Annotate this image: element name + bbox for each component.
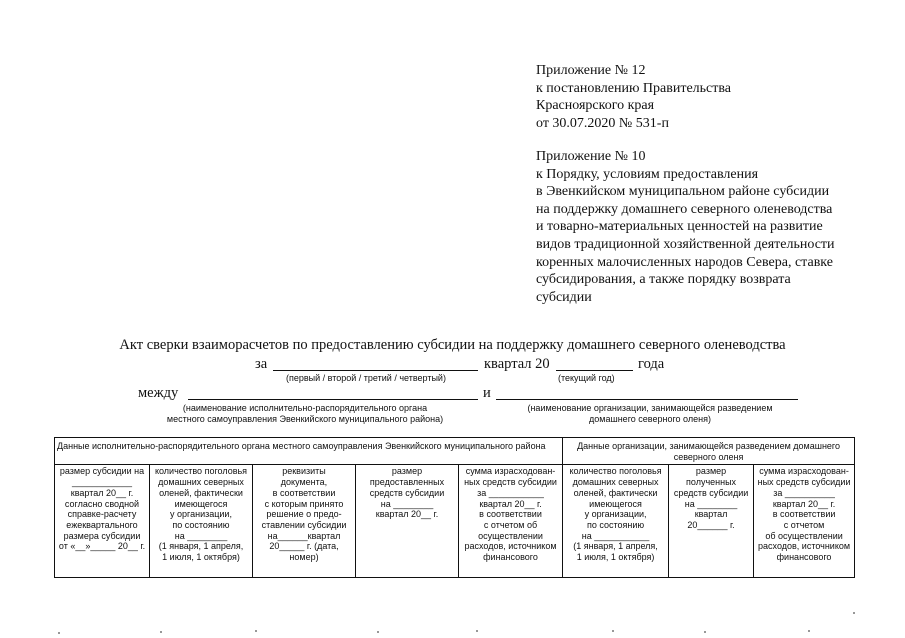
column-header-line: согласно сводной xyxy=(64,498,140,509)
column-header-line: осуществлении xyxy=(478,530,543,541)
mezhdu-label: между xyxy=(138,385,179,401)
i-label: и xyxy=(483,385,491,401)
column-header-line: у организации, xyxy=(170,509,232,520)
group-header-organization: Данные организации, занимающейся разведением домашнего северного оленя xyxy=(563,438,855,465)
column-header-line: финансового xyxy=(776,552,832,563)
column-header-line: размер субсидии на xyxy=(59,466,145,477)
column-header-line: домашних северных xyxy=(158,477,244,488)
column-header-line: полученных xyxy=(686,477,737,488)
quarter-blank[interactable] xyxy=(273,356,478,371)
column-header-line: 1 июля, 1 октября) xyxy=(576,552,655,563)
column-header-line: квартал 20__ г. xyxy=(70,487,134,498)
attachment-10-line: и товарно-материальных ценностей на развитие xyxy=(536,219,823,235)
column-header-cell xyxy=(356,465,459,578)
farm-name-blank[interactable] xyxy=(496,385,798,400)
column-header-cell xyxy=(459,465,563,578)
column-header-line: размер xyxy=(391,466,423,477)
scan-speck xyxy=(160,631,162,633)
quarter-caption: (первый / второй / третий / четвертый) xyxy=(286,373,446,383)
column-header-line: по состоянию xyxy=(172,519,230,530)
column-header-line: на ________ xyxy=(174,530,228,541)
column-header-line: за ___________ xyxy=(477,487,544,498)
column-header-line: сумма израсходован- xyxy=(465,466,556,477)
parties-row xyxy=(0,385,905,435)
column-header-line: ____________ xyxy=(71,477,133,488)
column-header-line: на ________ xyxy=(380,498,434,509)
column-header-line: реквизиты xyxy=(282,466,326,477)
scan-speck xyxy=(612,630,614,632)
column-header-cell xyxy=(150,465,253,578)
column-header-line: решение о предо- xyxy=(266,509,342,520)
org-caption-line: местного самоуправления Эвенкийского муниципального района) xyxy=(166,414,444,424)
column-header-line: расходов, источником xyxy=(464,541,557,552)
column-header-line: (1 января, 1 апреля, xyxy=(573,541,658,552)
attachment-10-line: Приложение № 10 xyxy=(536,149,646,164)
column-header-line: имеющегося xyxy=(174,498,228,509)
column-header-line: оленей, фактически xyxy=(573,487,658,498)
group-header-authority: Данные исполнительно-распорядительного органа местного самоуправления Эвенкийского муниципального района xyxy=(55,438,563,465)
attachment-10-line: субсидии xyxy=(536,289,592,305)
column-header-line: средств субсидии xyxy=(369,487,445,498)
column-header-line: квартал xyxy=(694,509,728,520)
column-header-line: количество поголовья xyxy=(569,466,662,477)
column-header-line: на ________ xyxy=(684,498,738,509)
column-header-line: ных средств субсидии xyxy=(757,477,851,488)
attachment-10-line: субсидирования, а также порядку возврата xyxy=(536,272,791,288)
column-header-line: на ___________ xyxy=(581,530,650,541)
column-header-line: об осуществлении xyxy=(765,530,843,541)
goda-label: года xyxy=(638,356,665,372)
farm-caption xyxy=(500,403,800,425)
column-header-line: средств субсидии xyxy=(673,487,749,498)
farm-caption-line: домашнего северного оленя) xyxy=(589,414,711,424)
attachment-10-line: на поддержку домашнего северного оленеводства xyxy=(536,201,833,217)
column-header-line: оленей, фактически xyxy=(159,487,243,498)
column-header-line: расходов, источником xyxy=(758,541,851,552)
column-header-cell xyxy=(754,465,855,578)
scan-speck xyxy=(476,630,478,632)
column-header-line: номер) xyxy=(289,552,319,563)
column-header-line: финансового xyxy=(483,552,538,563)
column-header-cell xyxy=(563,465,669,578)
column-header-line: (1 января, 1 апреля, xyxy=(158,541,244,552)
column-header-line: ежеквартального xyxy=(66,519,138,530)
column-header-line: размера субсидии xyxy=(63,530,141,541)
column-header-line: размер xyxy=(695,466,727,477)
org-caption-line: (наименование исполнительно-распорядительного органа xyxy=(182,403,428,413)
column-header-cell xyxy=(253,465,356,578)
column-headers-row xyxy=(55,465,855,578)
attachment-10-line: видов традиционной хозяйственной деятельности xyxy=(536,236,835,252)
column-header-line: в соответствии xyxy=(772,509,836,520)
column-header-line: 20______ г. xyxy=(687,519,735,530)
column-header-line: за __________ xyxy=(773,487,835,498)
act-title: Акт сверки взаиморасчетов по предоставлению субсидии на поддержку домашнего северного оленеводства xyxy=(119,337,786,353)
scan-speck xyxy=(377,631,379,633)
column-header-line: на______квартал xyxy=(267,530,341,541)
column-header-line: имеющегося xyxy=(589,498,642,509)
attachment-12-block xyxy=(536,62,731,132)
attachment-12-line: Приложение № 12 xyxy=(536,63,646,78)
column-header-line: квартал 20__ г. xyxy=(772,498,836,509)
column-header-cell xyxy=(55,465,150,578)
scan-speck xyxy=(808,630,810,632)
attachment-12-line: от 30.07.2020 № 531-п xyxy=(536,115,669,131)
attachment-12-line: Красноярского края xyxy=(536,98,655,114)
column-header-line: документа, xyxy=(280,477,328,488)
za-label: за xyxy=(255,356,268,372)
scan-speck xyxy=(704,631,706,633)
year-blank[interactable] xyxy=(556,356,633,371)
column-header-line: 1 июля, 1 октября) xyxy=(162,552,240,563)
column-header-line: квартал 20__ г. xyxy=(479,498,542,509)
org-name-blank[interactable] xyxy=(188,385,478,400)
column-header-line: в соответствии xyxy=(479,509,542,520)
column-header-cell xyxy=(669,465,754,578)
column-header-line: с которым принято xyxy=(264,498,344,509)
kvartal-label: квартал 20 xyxy=(484,356,550,372)
farm-caption-line: (наименование организации, занимающейся разведением xyxy=(527,403,773,413)
year-caption: (текущий год) xyxy=(558,373,615,383)
attachment-10-line: коренных малочисленных народов Севера, ставке xyxy=(536,254,833,270)
column-header-line: с отчетом об xyxy=(483,519,538,530)
attachment-10-line: к Порядку, условиям предоставления xyxy=(536,166,759,182)
scan-speck xyxy=(58,632,60,634)
column-header-line: у организации, xyxy=(584,509,647,520)
attachment-10-block xyxy=(536,148,835,306)
column-header-line: ных средств субсидии xyxy=(464,477,557,488)
column-header-line: с отчетом xyxy=(783,519,825,530)
column-header-line: 20_____ г. (дата, xyxy=(269,541,339,552)
scan-speck xyxy=(853,612,855,614)
column-header-line: от «__»_____ 20__ г. xyxy=(58,541,146,552)
attachment-12-line: к постановлению Правительства xyxy=(536,80,732,96)
column-header-line: предоставленных xyxy=(369,477,445,488)
column-header-line: в соответствии xyxy=(272,487,336,498)
column-header-line: количество поголовья xyxy=(154,466,248,477)
org-caption xyxy=(140,403,470,425)
column-header-line: ставлении субсидии xyxy=(261,519,347,530)
column-header-line: по состоянию xyxy=(586,519,645,530)
column-header-line: домашних северных xyxy=(572,477,659,488)
reconciliation-table xyxy=(54,437,855,578)
scan-speck xyxy=(255,630,257,632)
column-header-line: справке-расчету xyxy=(67,509,137,520)
attachment-10-line: в Эвенкийском муниципальном районе субсидии xyxy=(536,184,830,200)
column-header-line: квартал 20__ г. xyxy=(375,509,439,520)
column-header-line: сумма израсходован- xyxy=(759,466,849,477)
